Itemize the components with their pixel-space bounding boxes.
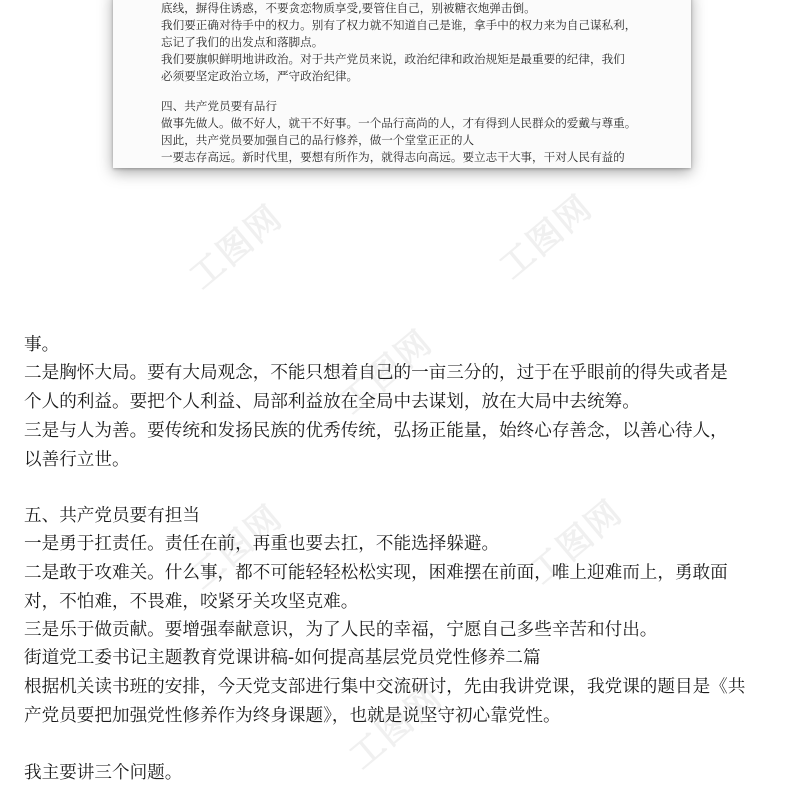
watermark: 工图网 [332, 322, 441, 423]
watermark: 工图网 [522, 492, 631, 593]
body-line: 事。 [24, 335, 60, 355]
body-line: 三是与人为善。要传统和发扬民族的优秀传统，弘扬正能量，始终心存善念，以善心待人， [24, 421, 728, 441]
body-line: 我主要讲三个问题。 [24, 763, 183, 783]
body-line: 根据机关读书班的安排，今天党支部进行集中交流研讨，先由我讲党课，我党课的题目是《共 [24, 677, 746, 697]
preview-line: 因此，共产党员要加强自己的品行修养，做一个堂堂正正的人 [161, 133, 475, 147]
preview-line: 必须要坚定政治立场，严守政治纪律。 [161, 69, 359, 83]
preview-line: 一要志存高远。新时代里，要想有所作为，就得志向高远。要立志干大事，干对人民有益的 [161, 150, 625, 164]
preview-line: 做事先做人。做不好人，就干不好事。一个品行高尚的人，才有得到人民群众的爱戴与尊重。 [161, 116, 637, 130]
preview-section-heading: 四、共产党员要有品行 [161, 99, 277, 113]
document-preview-card [113, 0, 691, 168]
body-line: 对，不怕难，不畏难，咬紧牙关攻坚克难。 [24, 592, 359, 612]
document-title: 街道党工委书记主题教育党课讲稿-如何提高基层党员党性修养二篇 [24, 648, 541, 668]
body-line: 产党员要把加强党性修养作为终身课题》，也就是说坚守初心靠党性。 [24, 706, 561, 726]
body-line: 以善行立世。 [24, 450, 130, 470]
preview-line: 我们要正确对待手中的权力。别有了权力就不知道自己是谁，拿手中的权力来为自己谋私利， [161, 18, 637, 32]
watermark: 工图网 [182, 197, 291, 298]
watermark: 工图网 [182, 497, 291, 598]
body-line: 个人的利益。要把个人利益、局部利益放在全局中去谋划，放在大局中去统筹。 [24, 392, 640, 412]
body-line: 三是乐于做贡献。要增强奉献意识，为了人民的幸福，宁愿自己多些辛苦和付出。 [24, 620, 658, 640]
preview-line: 忘记了我们的出发点和落脚点。 [161, 35, 324, 49]
preview-line: 我们要旗帜鲜明地讲政治。对于共产党员来说，政治纪律和政治规矩是最重要的纪律，我们 [161, 52, 625, 66]
body-line: 二是胸怀大局。要有大局观念，不能只想着自己的一亩三分的，过于在乎眼前的得失或者是 [24, 363, 728, 383]
watermark: 工图网 [492, 187, 601, 288]
body-line: 一是勇于扛责任。责任在前，再重也要去扛，不能选择躲避。 [24, 534, 500, 554]
watermark: 工图网 [342, 677, 451, 778]
section-heading: 五、共产党员要有担当 [24, 506, 200, 526]
preview-line: 底线，摒得住诱惑，不要贪恋物质享受,要管住自己，别被糖衣炮弹击倒。 [161, 1, 536, 15]
body-line: 二是敢于攻难关。什么事，都不可能轻轻松松实现，困难摆在前面，唯上迎难而上，勇敢面 [24, 563, 728, 583]
